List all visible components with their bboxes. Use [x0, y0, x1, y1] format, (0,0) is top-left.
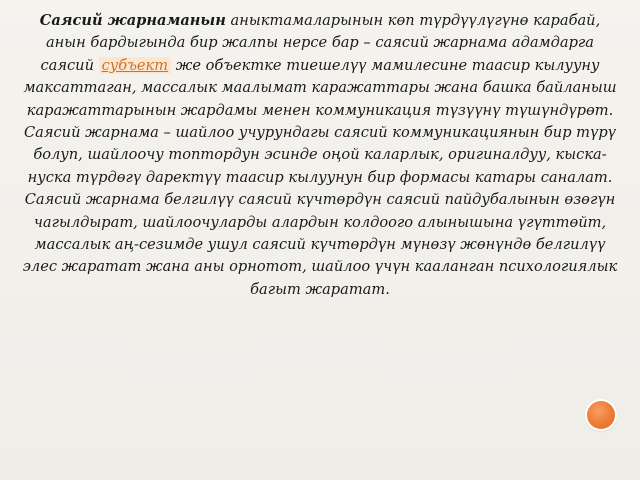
orange-circle-icon[interactable]: [587, 401, 615, 429]
paragraph-text-end: же объектке тиешелүү мамилесине таасир кылууну максаттаган, массалык маалымат каражаттары жана башка байланыш каражаттарынын жардамы менен коммуникация түзүүнү түшүндүрөт. Саясий жарнама – шайлоо учурундагы саясий коммуникациянын бир түрү болуп, шайлоочу топтордун эсинде оңой каларлык, оригиналдуу, кыска-нуска түрдөгү даректүү таасир кылуунун бир формасы катары саналат. Саясий жарнама белгилүү саясий күчтөрдүн саясий пайдубалынын өзөгүн чагылдырат, шайлоочуларды алардын колдоого алынышына үгүттөйт, массалык аң-сезимде ушул саясий күчтөрдүн мүнөзү жөнүндө белгилүү элес жаратат жана аны орнотот, шайлоо үчүн кааланган психологиялык багыт жаратат.: [22, 56, 618, 298]
subject-link[interactable]: субъект: [99, 57, 171, 74]
paragraph-text-start: аныктамаларынын көп түрдүүлүгүнө карабай, анын бардыгында бир жалпы нерсе бар – саясий жарнама адамдарга саясий: [40, 12, 601, 74]
lead-phrase: Саясий жарнаманын: [39, 12, 226, 29]
body-paragraph: [18, 10, 622, 301]
